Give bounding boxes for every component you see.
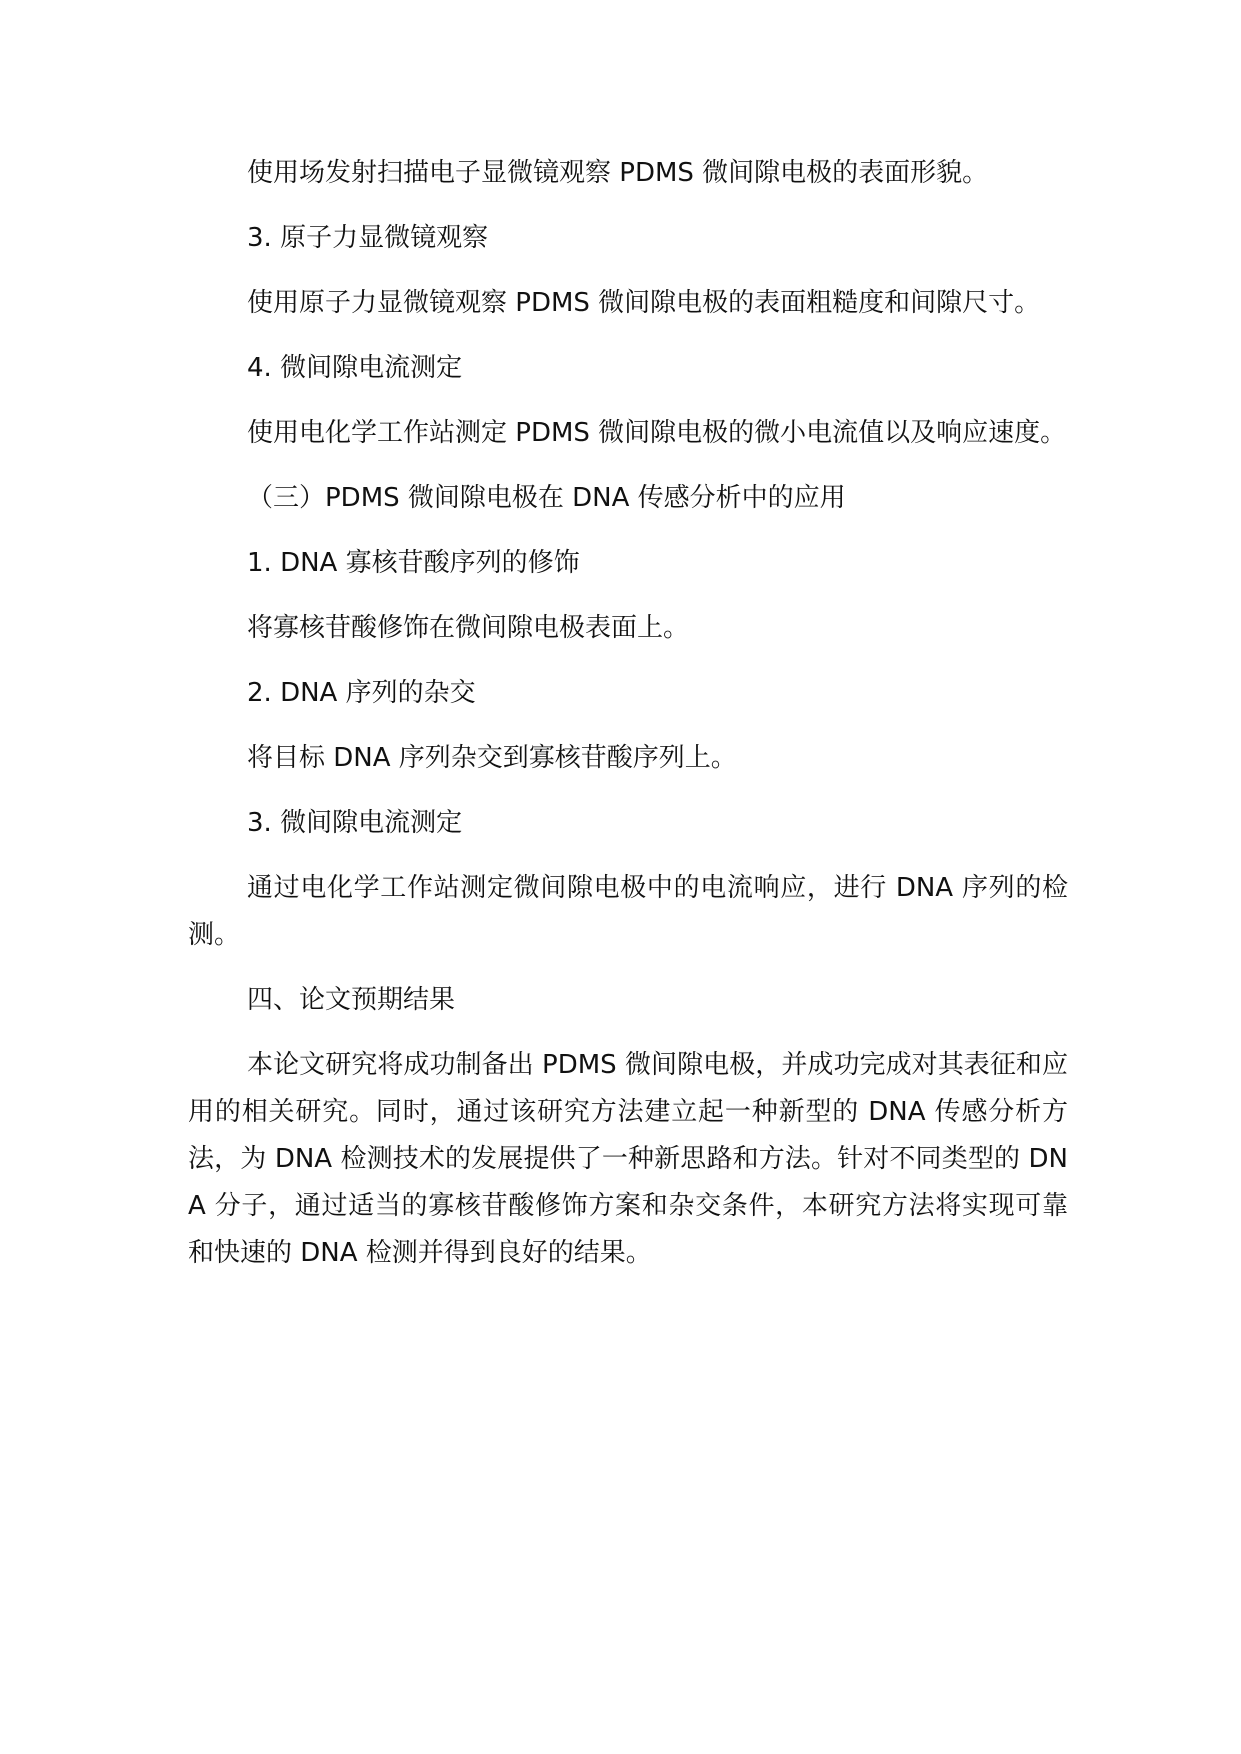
heading-dna-hybridization: 2. DNA 序列的杂交 xyxy=(247,678,476,708)
document-body xyxy=(188,150,1068,1295)
paragraph-expected-results: 本论文研究将成功制备出 PDMS 微间隙电极，并成功完成对其表征和应用的相关研究。同时，通过该研究方法建立起一种新型的 DNA 传感分析方法，为 DNA 检测技术的发展提供了一种新思路和方法。针对不同类型的 DNA 分子，通过适当的寡核苷酸修饰方案和杂交条件，本研究方法将实现可靠和快速的 DNA 检测并得到良好的结果。 xyxy=(188,1050,1068,1268)
paragraph-microgap-current: 使用电化学工作站测定 PDMS 微间隙电极的微小电流值以及响应速度。 xyxy=(247,418,1067,448)
heading-microgap-current-2: 3. 微间隙电流测定 xyxy=(247,808,463,838)
section-heading-dna-application: （三）PDMS 微间隙电极在 DNA 传感分析中的应用 xyxy=(247,483,846,513)
heading-afm-observation: 3. 原子力显微镜观察 xyxy=(247,223,489,253)
heading-microgap-current: 4. 微间隙电流测定 xyxy=(247,353,463,383)
paragraph-oligo-modification: 将寡核苷酸修饰在微间隙电极表面上。 xyxy=(247,613,690,643)
paragraph-sem-observation: 使用场发射扫描电子显微镜观察 PDMS 微间隙电极的表面形貌。 xyxy=(247,158,989,188)
paragraph-afm-observation: 使用原子力显微镜观察 PDMS 微间隙电极的表面粗糙度和间隙尺寸。 xyxy=(247,288,1041,318)
paragraph-dna-hybridization: 将目标 DNA 序列杂交到寡核苷酸序列上。 xyxy=(247,743,737,773)
paragraph-current-detection: 通过电化学工作站测定微间隙电极中的电流响应，进行 DNA 序列的检测。 xyxy=(188,873,1068,950)
section-heading-expected-results: 四、论文预期结果 xyxy=(247,985,456,1015)
heading-oligo-modification: 1. DNA 寡核苷酸序列的修饰 xyxy=(247,548,580,578)
